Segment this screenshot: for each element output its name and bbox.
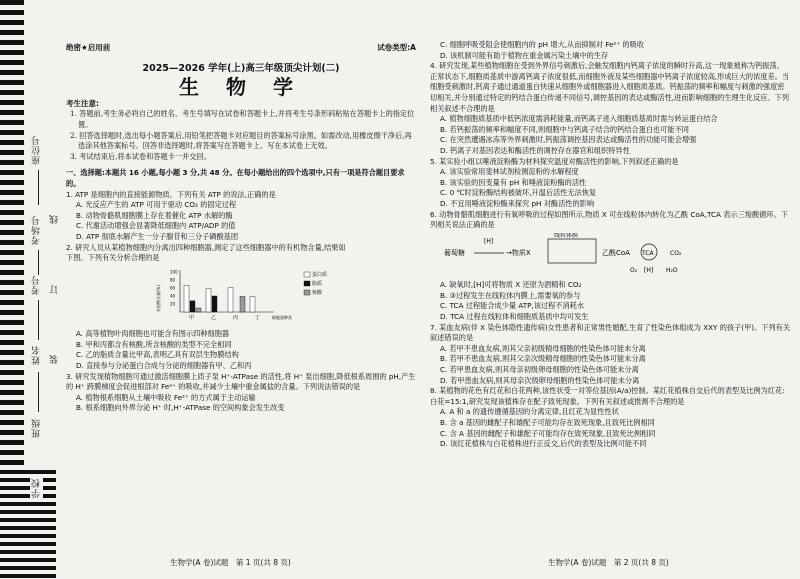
q8-option-a: A. A 和 a 的遗传遵循基因的分离定律,且红花为显性性状 — [440, 407, 619, 417]
h-label-2: [H] — [644, 266, 654, 274]
q3-option-c: C. 细胞呼吸受阻会使细胞内的 pH 增大,从而抑制对 Fe²⁺ 的吸收 — [440, 40, 644, 49]
exam-no-label: 考场号 — [32, 215, 42, 245]
q4-option-a: A. 植物细胞质基质中低钙浓度需消耗能量,而钙离子进入细胞质基质时需与转运蛋白结合 — [440, 114, 718, 124]
q2-option-d: D. 直接参与分泌蛋白合成与分泌的细胞器有甲、乙和丙 — [76, 361, 252, 371]
bar-脂质 — [190, 300, 195, 311]
q3-option-b: B. 根系细胞向外界分泌 H⁺ 时,H⁺-ATPase 的空间构象会发生改变 — [76, 403, 285, 413]
legend-swatch — [304, 272, 310, 277]
q6-option-a: A. 缺氧时,[H]可将物质 X 还原为酒精和 CO₂ — [440, 280, 582, 290]
h-label-1: [H] — [484, 237, 494, 245]
respiration-svg — [444, 233, 694, 275]
q7-option-c: C. 若甲患血友病,则其母亲初级卵母细胞的性染色体可能未分离 — [440, 365, 639, 375]
y-tick-label: 60 — [170, 285, 176, 291]
q4-option-d: D. 钙离子对基因表达和酶活性的调控存在器官和组织特异性 — [440, 145, 630, 155]
q3-option-d: D. 该机制可能有助于植物在重金属污染土壤中的生存 — [440, 50, 609, 60]
legend-swatch — [304, 281, 310, 286]
x-tick-label: 乙 — [211, 314, 217, 321]
legend-entry: 蛋白质 — [312, 271, 328, 278]
legend-swatch — [304, 290, 310, 295]
notice-item-3: 3. 考试结束后,将本试卷和答题卡一并交回。 — [70, 151, 211, 161]
x-tick-label: 丙 — [233, 314, 239, 321]
exam-title: 2025—2026 学年(上)高三年级顶尖计划(二) — [142, 62, 340, 74]
bind-zhuang-text: 装 — [50, 355, 60, 364]
organelle-bar-chart — [154, 266, 416, 328]
bar-蛋白质 — [228, 287, 233, 311]
q1-option-d: D. ATP 彻底水解产生一分子腺苷和三分子磷酸基团 — [76, 231, 239, 241]
q7-option-a: A. 若甲不患血友病,则其父亲初级精母细胞的性染色体可能未分离 — [440, 343, 646, 353]
mito-label: 线粒体膜 — [554, 232, 579, 239]
q6-option-b: B. ③过程发生在线粒体内膜上,需要氧的参与 — [440, 290, 581, 300]
y-tick-label: 80 — [170, 277, 176, 283]
x-label: →物质X — [506, 248, 531, 257]
y-tick-label: 40 — [170, 293, 176, 299]
school-label: 学校 — [32, 478, 42, 498]
id-no-label: 考号 — [32, 275, 42, 295]
q4-option-c: C. 在突然遭遇冰冻等外界刺激时,钙振荡调控基因表达或酶活性的功能可能会增强 — [440, 135, 697, 145]
q6-option-d: D. TCA 过程在线粒体和细胞质基质中均可发生 — [440, 312, 589, 322]
q7-option-b: B. 若甲不患血友病,则其父亲次级精母细胞的性染色体可能未分离 — [440, 354, 646, 364]
legend-entry: 脂质 — [312, 280, 323, 287]
q7-stem: 7. 某血友病(伴 X 染色体隐性遗传病)女性患者和正常男性婚配,生育了性染色体组成为 XXY 的孩子(甲)。下列有关叙述错误的是 — [430, 322, 791, 343]
right-column — [430, 40, 790, 450]
q1-option-b: B. 动物骨骼肌细胞膜上存在着催化 ATP 水解的酶 — [76, 210, 233, 220]
acetyl-label: 乙酰CoA — [602, 248, 630, 257]
q6-stem: 6. 动物骨骼肌细胞进行有氧呼吸的过程如图所示,物质 X 可在线粒体内转化为乙酰 CoA,TCA 表示三羧酸循环。下列相关说法正确的是 — [430, 209, 788, 230]
page-header — [66, 43, 416, 54]
id-no-line — [38, 300, 39, 340]
q4-option-b: B. 若钙振荡的频率和幅度不同,则细胞中与钙离子结合的钙结合蛋白也可能不同 — [440, 124, 689, 134]
q2-option-c: C. 乙的脂质含量比甲高,表明乙具有双层生物膜结构 — [76, 350, 239, 360]
respiration-diagram — [444, 233, 790, 279]
notice-item-1: 1. 答题前,考生务必将自己的姓名、考生号填写在试卷和答题卡上,并将考生号条形码粘贴在答题卡上的指定位置。 — [70, 109, 415, 129]
footer-left: 生物学(A 卷)试题 第 1 页(共 8 页) — [170, 558, 291, 567]
bind-line-text: 线 — [50, 215, 60, 224]
bar-脂质 — [212, 296, 217, 312]
bar-核酸 — [240, 296, 245, 312]
q7-option-d: D. 若甲患血友病,则其母亲次级卵母细胞的性染色体可能未分离 — [440, 375, 640, 385]
seat-label: 座位号 — [32, 135, 42, 165]
x-axis-label: 细胞器种类 — [272, 314, 292, 320]
q2-stem-line1: 2. 研究人员从某植物细胞内分离出四种细胞器,测定了这些细胞器中的有机物含量,结果如 — [66, 242, 346, 252]
paper-type: 试卷类型:A — [377, 43, 416, 52]
h2o-label: H₂O — [666, 266, 678, 274]
q5-option-a: A. 该实验常用斐林试剂检测淀粉的水解程度 — [440, 167, 579, 177]
q5-stem: 5. 某实验小组以唾液淀粉酶为材料探究温度对酶活性的影响,下列叙述正确的是 — [430, 156, 679, 166]
bar-蛋白质 — [206, 288, 211, 312]
q2-stem-line2: 下图。下列有关分析合理的是 — [66, 253, 160, 263]
q8-option-b: B. 含 a 基因的雌配子和雄配子可能均存在致死现象,且致死比例相同 — [440, 418, 655, 427]
q3-stem: 3. 研究发现植物细胞可通过激活细胞膜上质子泵 H⁺-ATPase 的活性,将 H⁺ 泵出细胞,降低根系周围的 pH,产生的 H⁺ 跨膜梯度会促进根部对 Fe²⁺ 的吸收,并减少土壤中重金属盐的含量。下列说法错误的是 — [66, 371, 416, 392]
q1-option-c: C. 代谢活动增强会显著降低细胞内 ATP/ADP 的值 — [76, 221, 236, 231]
section-heading: 一、选择题:本题共 16 小题,每小题 3 分,共 48 分。在每小题给出的四个选项中,只有一项是符合题目要求的。 — [66, 168, 405, 188]
class-label: 班级 — [32, 418, 42, 438]
tca-label: TCA — [642, 249, 654, 257]
y-axis-label: 有机物含量(%) — [156, 284, 161, 312]
q5-option-c: C. 0 ℃时淀粉酶结构被破坏,升温后活性无法恢复 — [440, 188, 597, 198]
q1-option-a: A. 光反应产生的 ATP 可用于驱动 CO₂ 的固定过程 — [76, 200, 237, 210]
q5-option-b: B. 该实验的因变量有 pH 和唾液淀粉酶的活性 — [440, 177, 587, 187]
co2-label: CO₂ — [670, 249, 682, 257]
q2-option-b: B. 甲和丙都含有核酸,所含核酸的类型不完全相同 — [76, 339, 232, 349]
bar-蛋白质 — [184, 285, 189, 312]
binding-margin — [0, 0, 58, 579]
bar-核酸 — [196, 308, 201, 312]
q8-option-d: D. 该红花植株与白花植株进行正反交,后代的表型及比例可能不同 — [440, 439, 647, 449]
subject-title: 生 物 学 — [179, 75, 303, 100]
seat-line — [38, 170, 39, 205]
secret-mark: 绝密★启用前 — [66, 43, 111, 52]
footer-right: 生物学(A 卷)试题 第 2 页(共 8 页) — [548, 558, 669, 567]
q8-option-c: C. 含 A 基因的雌配子和雄配子可能均存在致死现象,且致死比例相同 — [440, 428, 656, 438]
y-tick-label: 100 — [170, 269, 178, 275]
exam-no-line — [38, 250, 39, 275]
notice-item-2: 2. 回答选择题时,选出每小题答案后,用铅笔把答题卡对应题目的答案标号涂黑。如需改动,用橡皮擦干净后,再选涂其他答案标号。回答非选择题时,将答案写在答题卡上。写在本试卷上无效。 — [70, 130, 412, 151]
name-label: 姓名 — [32, 345, 42, 365]
mito-box — [548, 239, 596, 263]
q2-option-a: A. 高等植物叶肉细胞也可能含有图示四种细胞器 — [76, 329, 230, 339]
x-tick-label: 丁 — [255, 314, 261, 321]
q1-stem: 1. ATP 是细胞内的直接能源物质。下列有关 ATP 的说法,正确的是 — [66, 189, 276, 199]
x-tick-label: 甲 — [189, 314, 195, 321]
chart-svg — [154, 266, 344, 324]
bar-蛋白质 — [250, 296, 255, 312]
q6-option-c: C. TCA 过程能合成少量 ATP,该过程不消耗水 — [440, 301, 585, 311]
legend-entry: 核酸 — [312, 289, 323, 296]
q8-stem: 8. 某植物的花色有红花和白花两种,该性状受一对等位基因(A/a)控制。某红花植株自交后代的表型及比例为红花:白花=15:1,研究发现该植株存在配子致死现象。下列有关叙述或推测不合理的是 — [430, 386, 785, 406]
y-tick-label: 20 — [170, 301, 176, 307]
q3-option-a: A. 植物根系细胞从土壤中吸收 Fe²⁺ 的方式属于主动运输 — [76, 392, 256, 402]
notice-heading: 考生注意: — [66, 98, 99, 108]
bind-ding-text: 订 — [50, 285, 60, 294]
q4-stem: 4. 研究发现,某些植物细胞在受到外界信号刺激后,会触发细胞内钙离子浓度的瞬时升高,这一现象被称为钙振荡。正常状态下,细胞质基质中游离钙离子浓度很低,而细胞外液及某些细胞器中钙离子浓度较高,形成巨大的浓度差。当细胞受刺激时,钙离子通过通道蛋白快速从细胞外或细胞器进入细胞质基质。钙振荡的频率和幅度与刺激的强度密切相关,并分别通过特定的钙结合蛋白传递不同信号,调控基因的表达或酶活性,进而影响细胞的生理生化反应。下列相关叙述不合理的是 — [430, 61, 790, 113]
barcode-stripes-bottom — [0, 470, 56, 579]
q5-option-d: D. 不宜用唾液淀粉酶来探究 pH 对酶活性的影响 — [440, 198, 595, 208]
name-line — [38, 372, 39, 412]
o2-label: O₂ — [630, 266, 638, 274]
left-column — [66, 0, 416, 414]
glucose-label: 葡萄糖 — [444, 248, 465, 257]
